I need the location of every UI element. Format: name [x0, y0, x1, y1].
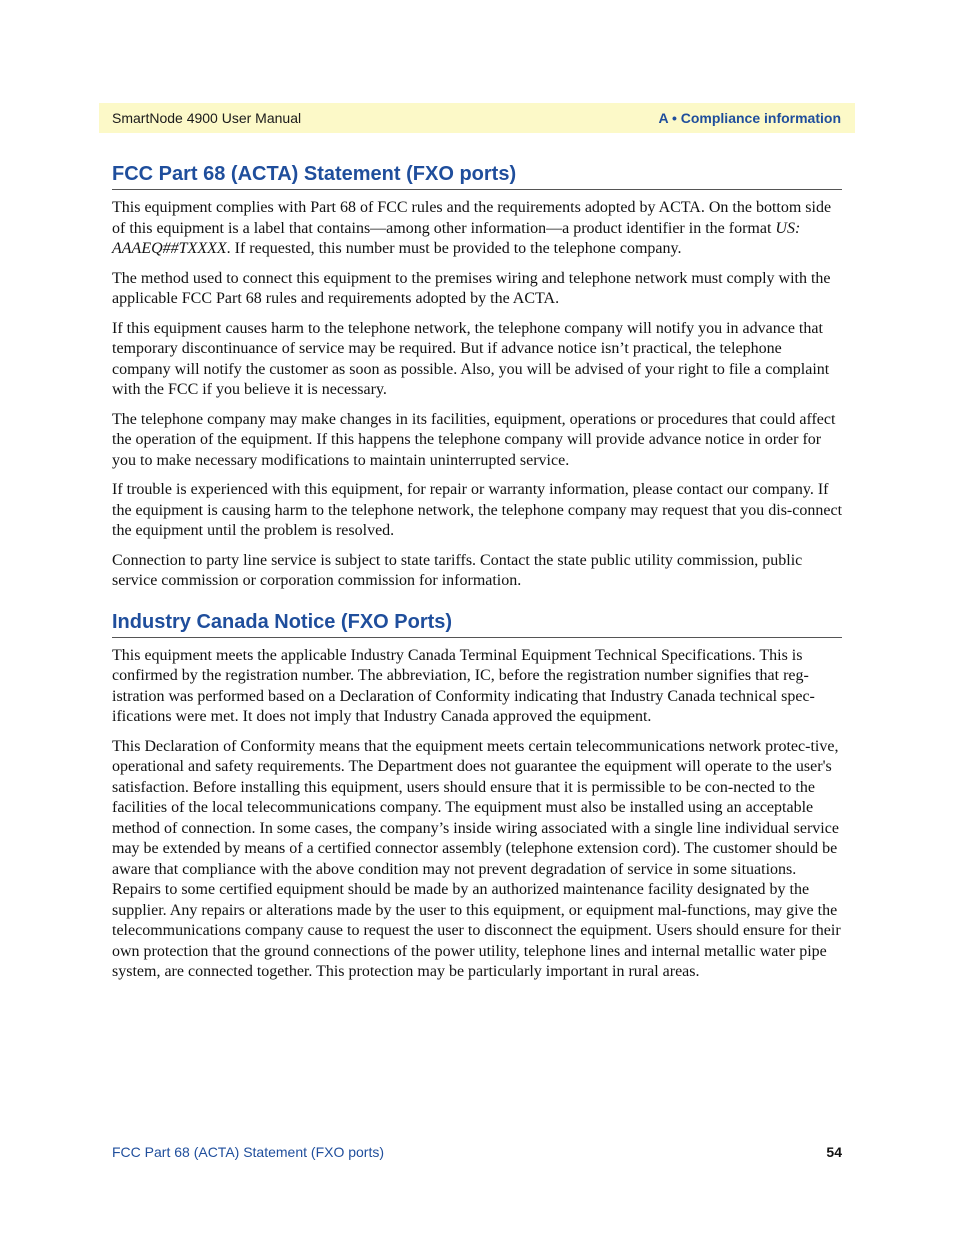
paragraph: This equipment meets the applicable Industry Canada Terminal Equipment Technical Specifications. This is confirmed by the registration number. The abbreviation, IC, before the registration number signifies that reg-istration was performed based on a Declaration of Conformity indicating that Industry Canada technical spec-ifications were met. It does not imply that Industry Canada approved the equipment. [112, 646, 815, 725]
running-header [99, 103, 855, 133]
page-body [112, 160, 842, 992]
paragraph: If this equipment causes harm to the telephone network, the telephone company will notify you in advance that temporary discontinuance of service may be required. But if advance notice isn’t practical, the telephone company will notify the customer as soon as possible. Also, you will be advised of your right to file a complaint with the FCC if you believe it is necessary. [112, 319, 830, 398]
section-heading-industry-canada: Industry Canada Notice (FXO Ports) [112, 608, 842, 638]
paragraph: Connection to party line service is subject to state tariffs. Contact the state public utility commission, public service commission or corporation commission for information. [112, 551, 803, 589]
page-number: 54 [826, 1144, 842, 1160]
paragraph-text: . If requested, this number must be provided to the telephone company. [226, 240, 682, 257]
footer-section-link[interactable]: FCC Part 68 (ACTA) Statement (FXO ports) [112, 1144, 385, 1160]
chapter-section: A • Compliance information [658, 110, 841, 126]
paragraph: The telephone company may make changes in its facilities, equipment, operations or procedures that could affect the operation of the equipment. If this happens the telephone company will provide advance notice in order for you to make necessary modifications to maintain uninterrupted service. [112, 410, 836, 469]
paragraph: The method used to connect this equipment to the premises wiring and telephone network must comply with the applicable FCC Part 68 rules and requirements adopted by the ACTA. [112, 269, 831, 307]
paragraph-text: This equipment complies with Part 68 of FCC rules and the requirements adopted by ACTA. On the bottom side of this equipment is a label that contains—among other information—a product identifier in the format [112, 199, 832, 237]
running-footer [112, 1144, 842, 1160]
section-heading-fcc: FCC Part 68 (ACTA) Statement (FXO ports) [112, 160, 842, 190]
manual-title: SmartNode 4900 User Manual [112, 110, 302, 126]
paragraph [112, 198, 842, 260]
paragraph: This Declaration of Conformity means that the equipment meets certain telecommunications network protec-tive, operational and safety requirements. The Department does not guarantee the equipment will operate to the user's satisfaction. Before installing this equipment, users should ensure that it is permissible to be con-nected to the facilities of the local telecommunications company. The equipment must also be installed using an acceptable method of connection. In some cases, the company’s inside wiring associated with a single line individual service may be extended by means of a certified connector assembly (telephone extension cord). The customer should be aware that compliance with the above condition may not prevent degradation of service in some situations. Repairs to some certified equipment should be made by an authorized maintenance facility designated by the supplier. Any repairs or alterations made by the user to this equipment, or equipment mal-functions, may give the telecommunications company cause to request the user to disconnect the equipment. Users should ensure for their own protection that the ground connections of the power utility, telephone lines and internal metallic water pipe system, are connected together. This protection may be particularly important in rural areas. [112, 737, 841, 980]
product-identifier-format: US: AAAEQ##TXXXX [112, 219, 801, 257]
paragraph: If trouble is experienced with this equipment, for repair or warranty information, please contact our company. If the equipment is causing harm to the telephone network, the telephone company may request that you dis-connect the equipment until the problem is resolved. [112, 481, 843, 539]
